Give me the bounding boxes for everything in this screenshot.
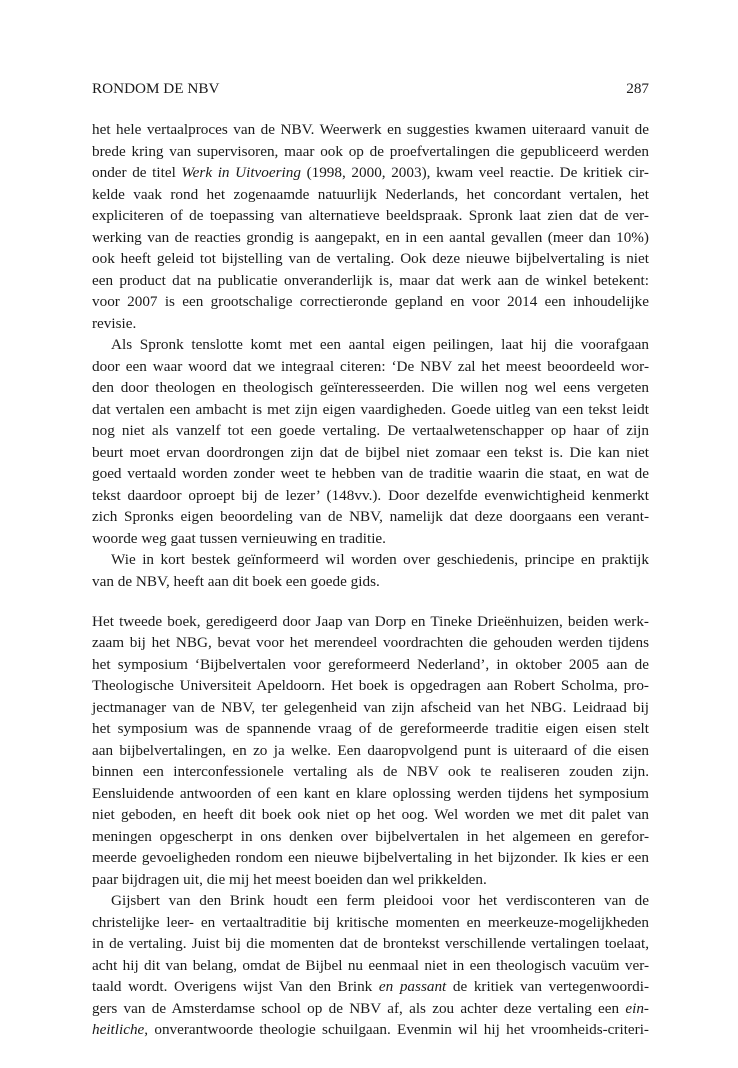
text-line: onder de titel Werk in Uitvoering (1998, 2000, 2003), kwam veel reactie. De kritiek cir-: [92, 164, 649, 181]
italic-text: en passant: [378, 978, 447, 995]
text-line: het symposium was de spannende vraag of de gereformeerde traditie eigen eisen stelt: [92, 720, 649, 737]
body-text: [92, 119, 649, 1041]
text-line: aan bijbelvertalingen, en zo ja welke. Een daaropvolgend punt is uiteraard of die eisen: [92, 741, 649, 759]
paragraph: [92, 890, 649, 1041]
text-line: Wie in kort bestek geïnformeerd wil worden over geschiedenis, principe en praktijk: [111, 551, 649, 568]
text-line: zaam bij het NBG, bevat voor het merendeel voordrachten die gehouden werden tijdens: [92, 634, 649, 651]
text-line: dat vertalen een ambacht is met zijn eigen vaardigheden. Goede uitleg van een tekst leidt: [92, 400, 649, 418]
text-line: beurt moet ervan doordrongen zijn dat de bijbel niet zomaar een tekst is. Die kan niet: [92, 443, 649, 461]
text-line: christelijke leer- en vertaaltraditie bij kritische momenten en meerkeuze-mogelijkheden: [92, 913, 649, 931]
text-line: woorde weg gaat tussen vernieuwing en traditie.: [92, 529, 386, 547]
text-line: tekst daardoor oproept bij de lezer’ (148vv.). Door dezelfde evenwichtigheid kenmerkt: [92, 486, 649, 504]
text-line: ook heeft geleid tot bijstelling van de vertaling. Ook deze nieuwe bijbelvertaling is niet: [92, 250, 649, 267]
text-line: van de NBV, heeft aan dit boek een goede gids.: [92, 572, 380, 590]
paragraph: [92, 549, 649, 592]
text-line: zich Spronks eigen beoordeling van de NBV, namelijk dat deze doorgaans een verant-: [92, 508, 649, 525]
text-line: heitliche, onverantwoorde theologie schuilgaan. Evenmin wil hij het vroomheids-criteri-: [92, 1021, 649, 1038]
text-line: Het tweede boek, geredigeerd door Jaap van Dorp en Tineke Drieënhuizen, beiden werk-: [92, 612, 649, 630]
text-line: kelde vaak rond het zogenaamde natuurlijk Nederlands, het concordant vertalen, het: [92, 185, 649, 203]
text-line: brede kring van supervisoren, maar ook op de proefvertalingen die gepubliceerd werden: [92, 142, 649, 160]
text-line: Eensluidende antwoorden of een kant en klare oplossing werden tijdens het symposium: [92, 784, 649, 802]
text-line: voor 2007 is een grootschalige correctieronde gepland en voor 2014 een inhoudelijke: [92, 293, 649, 310]
paragraph: [92, 334, 649, 549]
italic-text: Werk in Uitvoering: [181, 164, 301, 181]
italic-text: heitliche: [92, 1021, 145, 1038]
text-line: meerde gevoeligheden rondom een nieuwe bijbelvertaling in het bijzonder. Ik kies er een: [92, 849, 649, 866]
page-number: 287: [626, 80, 649, 97]
text-line: niet geboden, en heeft dit boek ook niet op het oog. Wel worden we met dit palet van: [92, 806, 649, 823]
text-line: gers van de Amsterdamse school op de NBV af, als zou achter deze vertaling een ein-: [92, 999, 649, 1017]
text-line: goed vertaald worden zonder weet te hebben van de traditie waarin die staat, en wat de: [92, 465, 649, 482]
text-line: het hele vertaalproces van de NBV. Weerwerk en suggesties kwamen uiteraard vanuit de: [92, 121, 649, 138]
text-line: nog niet als vanzelf tot een goede vertaling. De vertaalwetenschapper op haar of zijn: [92, 422, 649, 439]
text-line: in de vertaling. Juist bij die momenten dat de brontekst verschillende vertalingen toelaat,: [92, 935, 649, 952]
text-line: jectmanager van de NBV, ter gelegenheid van zijn afscheid van het NBG. Leidraad bij: [92, 698, 649, 716]
text-line: een product dat na publicatie onveranderlijk is, maar dat werk aan de winkel betekent:: [92, 271, 649, 289]
text-line: acht hij dit van belang, omdat de Bijbel nu eenmaal niet in een theologisch vacuüm ver-: [92, 956, 649, 974]
text-line: taald wordt. Overigens wijst Van den Brink en passant de kritiek van vertegenwoordi-: [92, 978, 650, 995]
text-line: Als Spronk tenslotte komt met een aantal eigen peilingen, laat hij die voorafgaan: [111, 336, 649, 353]
running-title: RONDOM DE NBV: [92, 80, 220, 97]
text-line: Theologische Universiteit Apeldoorn. Het boek is opgedragen aan Robert Scholma, pro-: [92, 677, 649, 694]
text-line: het symposium ‘Bijbelvertalen voor gereformeerd Nederland’, in oktober 2005 aan de: [92, 655, 649, 673]
text-line: revisie.: [92, 314, 137, 332]
italic-text: ein-: [625, 999, 649, 1017]
text-line: werking van de reacties grondig is aangepakt, en in een aantal gevallen (meer dan 10%): [92, 228, 649, 246]
text-line: binnen een interconfessionele vertaling als de NBV ook te realiseren zouden zijn.: [92, 763, 649, 780]
text-line: den door theologen en theologisch geïnteresseerden. Die willen nog wel eens vergeten: [92, 379, 649, 396]
text-line: expliciteren of de toepassing van alternatieve beeldspraak. Spronk laat zien dat de ver-: [92, 207, 649, 224]
text-line: door een waar woord dat we integraal citeren: ‘De NBV zal het meest beoordeeld wor-: [92, 357, 649, 375]
running-header: [92, 78, 649, 99]
text-line: paar bijdragen uit, die mij het meest boeiden dan wel prikkelden.: [92, 870, 487, 888]
paragraph: [92, 611, 649, 891]
text-line: Gijsbert van den Brink houdt een ferm pleidooi voor het verdisconteren van de: [111, 892, 649, 909]
text-line: meningen opgescherpt in ons denken over bijbelvertalen in het algemeen en gerefor-: [92, 827, 649, 845]
paragraph: [92, 119, 649, 334]
